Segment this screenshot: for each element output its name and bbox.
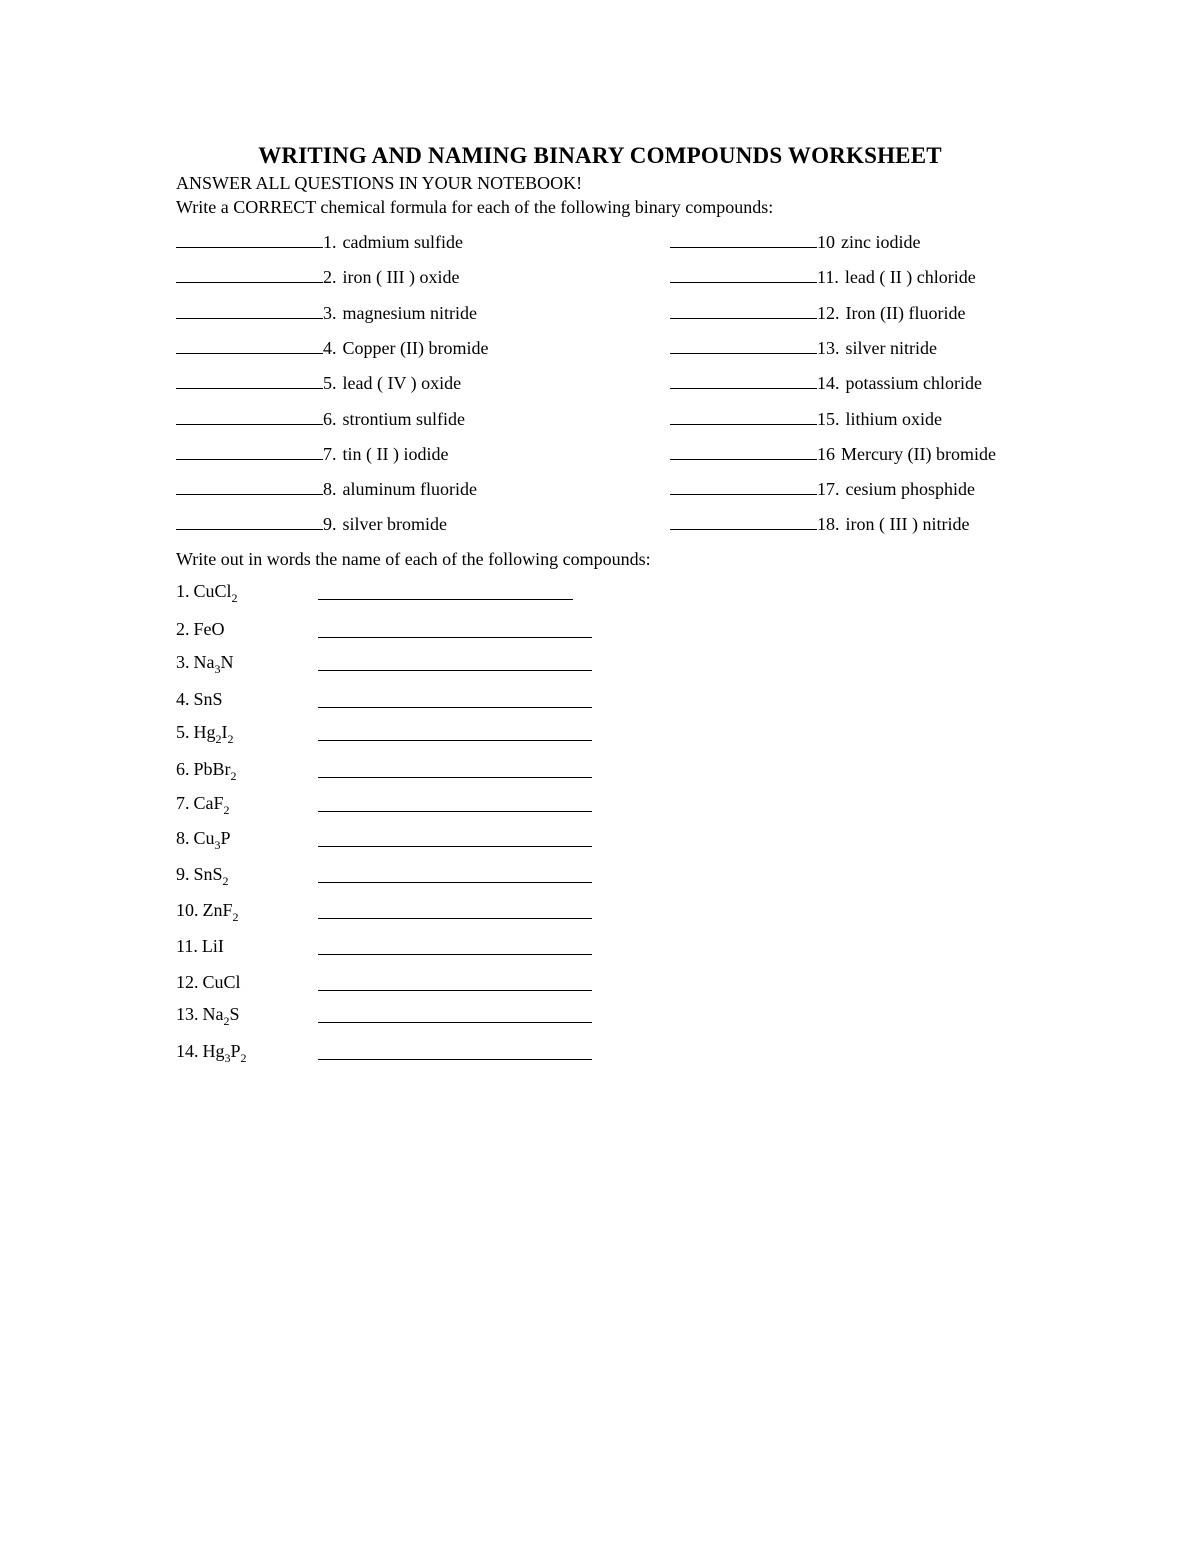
answer-blank[interactable] (670, 407, 817, 425)
chemical-formula (193, 652, 234, 676)
formula-subscript: 2 (240, 1051, 247, 1065)
answer-blank[interactable] (176, 512, 323, 530)
answer-blank[interactable] (176, 301, 323, 319)
compound-name: silver bromide (342, 514, 447, 535)
formula-question (176, 442, 448, 466)
question-number: 3. (176, 652, 190, 672)
formula-subscript: 2 (223, 1014, 230, 1028)
answer-blank[interactable] (670, 477, 817, 495)
question-number: 11. (176, 936, 198, 956)
naming-question (176, 936, 224, 966)
naming-question (176, 900, 239, 930)
naming-question (176, 793, 230, 823)
formula-question (176, 407, 465, 431)
question-number: 1. (176, 581, 190, 601)
formula-element: I (221, 722, 228, 742)
answer-blank[interactable] (318, 777, 592, 778)
answer-blank[interactable] (318, 670, 592, 671)
chemical-formula (193, 793, 230, 817)
formula-element: Hg (193, 722, 216, 742)
question-number: 7. (176, 793, 190, 813)
formula-subscript: 2 (215, 732, 222, 746)
formula-element: Cu (193, 828, 215, 848)
answer-blank[interactable] (670, 230, 817, 248)
answer-blank[interactable] (670, 371, 817, 389)
naming-question (176, 828, 231, 858)
compound-name: strontium sulfide (342, 408, 465, 429)
question-number: 9. (323, 514, 337, 535)
chemical-formula (193, 581, 238, 605)
question-number: 13. (817, 337, 840, 358)
question-number: 6. (176, 759, 190, 779)
compound-name: aluminum fluoride (342, 479, 477, 500)
question-number: 11. (817, 267, 839, 288)
formula-question (176, 265, 459, 289)
answer-blank[interactable] (176, 371, 323, 389)
answer-blank[interactable] (318, 846, 592, 847)
question-number: 8. (323, 479, 337, 500)
formula-element: ZnF (202, 900, 233, 920)
answer-blank[interactable] (318, 637, 592, 638)
formula-question (670, 407, 942, 431)
compound-name: lithium oxide (845, 408, 942, 429)
formula-question (670, 301, 965, 325)
part2-instruction: Write out in words the name of each of the following compounds: (176, 549, 651, 569)
answer-blank[interactable] (318, 918, 592, 919)
naming-question (176, 759, 237, 789)
compound-name: tin ( II ) iodide (342, 443, 449, 464)
question-number: 15. (817, 408, 840, 429)
formula-question (670, 230, 920, 254)
answer-blank[interactable] (670, 442, 817, 460)
chemical-formula (194, 689, 223, 709)
formula-subscript: 3 (214, 838, 221, 852)
answer-blank[interactable] (176, 477, 323, 495)
answer-blank[interactable] (318, 882, 592, 883)
question-number: 7. (323, 443, 337, 464)
formula-question (670, 265, 976, 289)
formula-element: LiI (201, 936, 224, 956)
chemical-formula (193, 759, 237, 783)
formula-subscript: 2 (232, 910, 239, 924)
formula-subscript: 2 (230, 769, 237, 783)
formula-question (670, 512, 969, 536)
formula-subscript: 2 (227, 732, 234, 746)
formula-element: Na (193, 652, 215, 672)
naming-question (176, 864, 229, 894)
formula-question (670, 336, 937, 360)
formula-question (176, 230, 463, 254)
answer-blank[interactable] (670, 336, 817, 354)
compound-name: Iron (II) fluoride (845, 302, 966, 323)
naming-question (176, 1004, 240, 1034)
question-number: 1. (323, 232, 337, 252)
formula-question (176, 301, 477, 325)
answer-blank[interactable] (318, 740, 592, 741)
naming-question (176, 1041, 247, 1071)
formula-question (176, 336, 488, 360)
formula-element: CuCl (202, 972, 241, 992)
answer-blank[interactable] (176, 407, 323, 425)
chemical-formula (203, 972, 241, 992)
chemical-formula (202, 936, 224, 956)
question-number: 5. (176, 722, 190, 742)
compound-name: magnesium nitride (342, 302, 477, 323)
question-number: 9. (176, 864, 190, 884)
formula-element: Hg (202, 1041, 225, 1061)
formula-subscript: 3 (224, 1051, 231, 1065)
naming-question (176, 581, 238, 611)
formula-element: S (229, 1004, 240, 1024)
formula-element: P (230, 1041, 241, 1061)
naming-question (176, 689, 223, 719)
answer-blank[interactable] (318, 707, 592, 708)
answer-blank[interactable] (318, 1059, 592, 1060)
compound-name: silver nitride (845, 337, 937, 358)
answer-blank[interactable] (670, 301, 817, 319)
answer-blank[interactable] (176, 265, 323, 283)
compound-name: Copper (II) bromide (342, 337, 489, 358)
formula-question (176, 371, 461, 395)
formula-subscript: 2 (222, 874, 229, 888)
naming-question (176, 972, 241, 1002)
question-number: 2. (176, 619, 190, 639)
chemical-formula (202, 1004, 240, 1028)
question-number: 12. (817, 302, 840, 323)
chemical-formula (193, 828, 231, 852)
compound-name: iron ( III ) nitride (845, 514, 970, 535)
formula-element: SnS (193, 689, 223, 709)
formula-element: FeO (193, 619, 225, 639)
chemical-formula (194, 619, 225, 639)
formula-element: PbBr (193, 759, 231, 779)
answer-blank[interactable] (176, 230, 323, 248)
question-number: 12. (176, 972, 199, 992)
compound-name: lead ( II ) chloride (844, 267, 976, 288)
formula-question (176, 512, 447, 536)
formula-question (176, 477, 477, 501)
answer-blank[interactable] (176, 442, 323, 460)
compound-name: Mercury (II) bromide (841, 443, 996, 464)
question-number: 10 (817, 232, 835, 252)
naming-question (176, 652, 234, 682)
question-number: 18. (817, 514, 840, 535)
question-number: 4. (323, 337, 337, 358)
answer-blank[interactable] (176, 336, 323, 354)
answer-blank[interactable] (670, 512, 817, 530)
compound-name: potassium chloride (845, 373, 982, 394)
formula-element: CuCl (193, 581, 232, 601)
question-number: 16 (817, 443, 835, 464)
answer-blank[interactable] (318, 954, 592, 955)
formula-element: Na (202, 1004, 224, 1024)
formula-element: P (220, 828, 231, 848)
answer-blank[interactable] (318, 990, 592, 991)
naming-question (176, 619, 225, 649)
compound-name: cesium phosphide (845, 479, 975, 500)
compound-name: zinc iodide (841, 232, 921, 252)
question-number: 4. (176, 689, 190, 709)
answer-blank[interactable] (318, 599, 573, 600)
formula-subscript: 2 (223, 803, 230, 817)
formula-element: N (220, 652, 234, 672)
formula-question (670, 371, 982, 395)
question-number: 8. (176, 828, 190, 848)
question-number: 14. (176, 1041, 199, 1061)
formula-element: CaF (193, 793, 224, 813)
question-number: 10. (176, 900, 199, 920)
compound-name: cadmium sulfide (342, 232, 463, 252)
worksheet-title: WRITING AND NAMING BINARY COMPOUNDS WORKSHEET (258, 143, 942, 168)
question-number: 6. (323, 408, 337, 429)
formula-subscript: 2 (231, 591, 238, 605)
answer-blank[interactable] (318, 1022, 592, 1023)
answer-blank[interactable] (670, 265, 817, 283)
part1-instruction: Write a CORRECT chemical formula for each of the following binary compounds: (176, 197, 774, 217)
question-number: 14. (817, 373, 840, 394)
chemical-formula (193, 722, 234, 746)
chemical-formula (202, 900, 239, 924)
formula-element: SnS (193, 864, 223, 884)
compound-name: iron ( III ) oxide (342, 267, 460, 288)
formula-question (670, 442, 996, 466)
notebook-notice: ANSWER ALL QUESTIONS IN YOUR NOTEBOOK! (176, 173, 583, 193)
formula-subscript: 3 (214, 662, 221, 676)
naming-question (176, 722, 234, 752)
compound-name: lead ( IV ) oxide (342, 373, 462, 394)
question-number: 13. (176, 1004, 199, 1024)
answer-blank[interactable] (318, 811, 592, 812)
formula-question (670, 477, 975, 501)
question-number: 17. (817, 479, 840, 500)
chemical-formula (202, 1041, 247, 1065)
question-number: 2. (323, 267, 337, 288)
question-number: 5. (323, 373, 337, 394)
question-number: 3. (323, 302, 337, 323)
chemical-formula (193, 864, 229, 888)
